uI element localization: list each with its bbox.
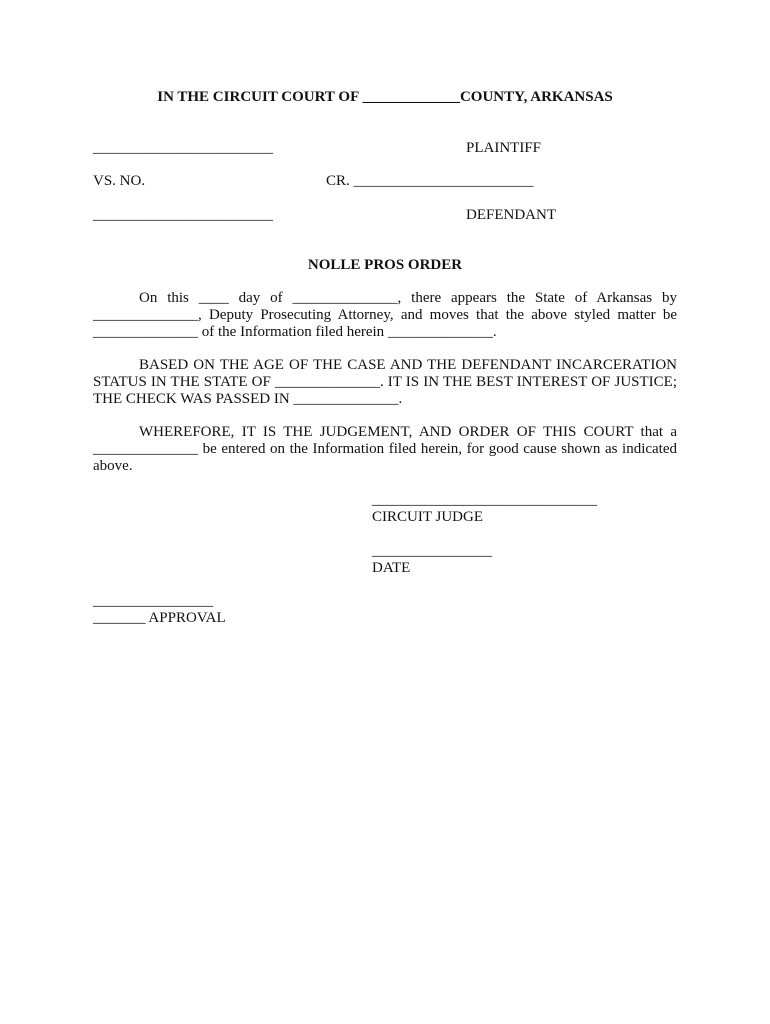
defendant-blank: ________________________	[93, 207, 273, 223]
vs-no-label: VS. NO.	[93, 173, 146, 189]
plaintiff-label: PLAINTIFF	[466, 140, 542, 156]
order-title: NOLLE PROS ORDER	[307, 257, 463, 273]
cr-number-field: CR. ________________________	[326, 173, 534, 189]
circuit-judge-label: CIRCUIT JUDGE	[372, 509, 483, 525]
plaintiff-blank: ________________________	[93, 140, 273, 156]
date-line: ________________	[372, 543, 492, 559]
approval-label: _______ APPROVAL	[93, 610, 226, 626]
paragraph-appearance: On this ____ day of ______________, there appears the State of Arkansas by ______________, Deputy Prosecuting Attorney, and moves that the above styled matter be ______________ of the Information filed herein ______________.	[93, 290, 677, 340]
approval-line: ________________	[93, 593, 213, 609]
date-label: DATE	[372, 560, 411, 576]
paragraph-judgement: WHEREFORE, IT IS THE JUDGEMENT, AND ORDER OF THIS COURT that a ______________ be entered on the Information filed herein, for good cause shown as indicated above.	[93, 424, 677, 474]
judge-signature-line: ______________________________	[372, 492, 597, 508]
court-heading: IN THE CIRCUIT COURT OF _____________COUNTY, ARKANSAS	[157, 89, 613, 105]
defendant-label: DEFENDANT	[466, 207, 556, 223]
paragraph-basis: BASED ON THE AGE OF THE CASE AND THE DEFENDANT INCARCERATION STATUS IN THE STATE OF ______________. IT IS IN THE BEST INTEREST OF JUSTICE; THE CHECK WAS PASSED IN ______________.	[93, 357, 677, 407]
